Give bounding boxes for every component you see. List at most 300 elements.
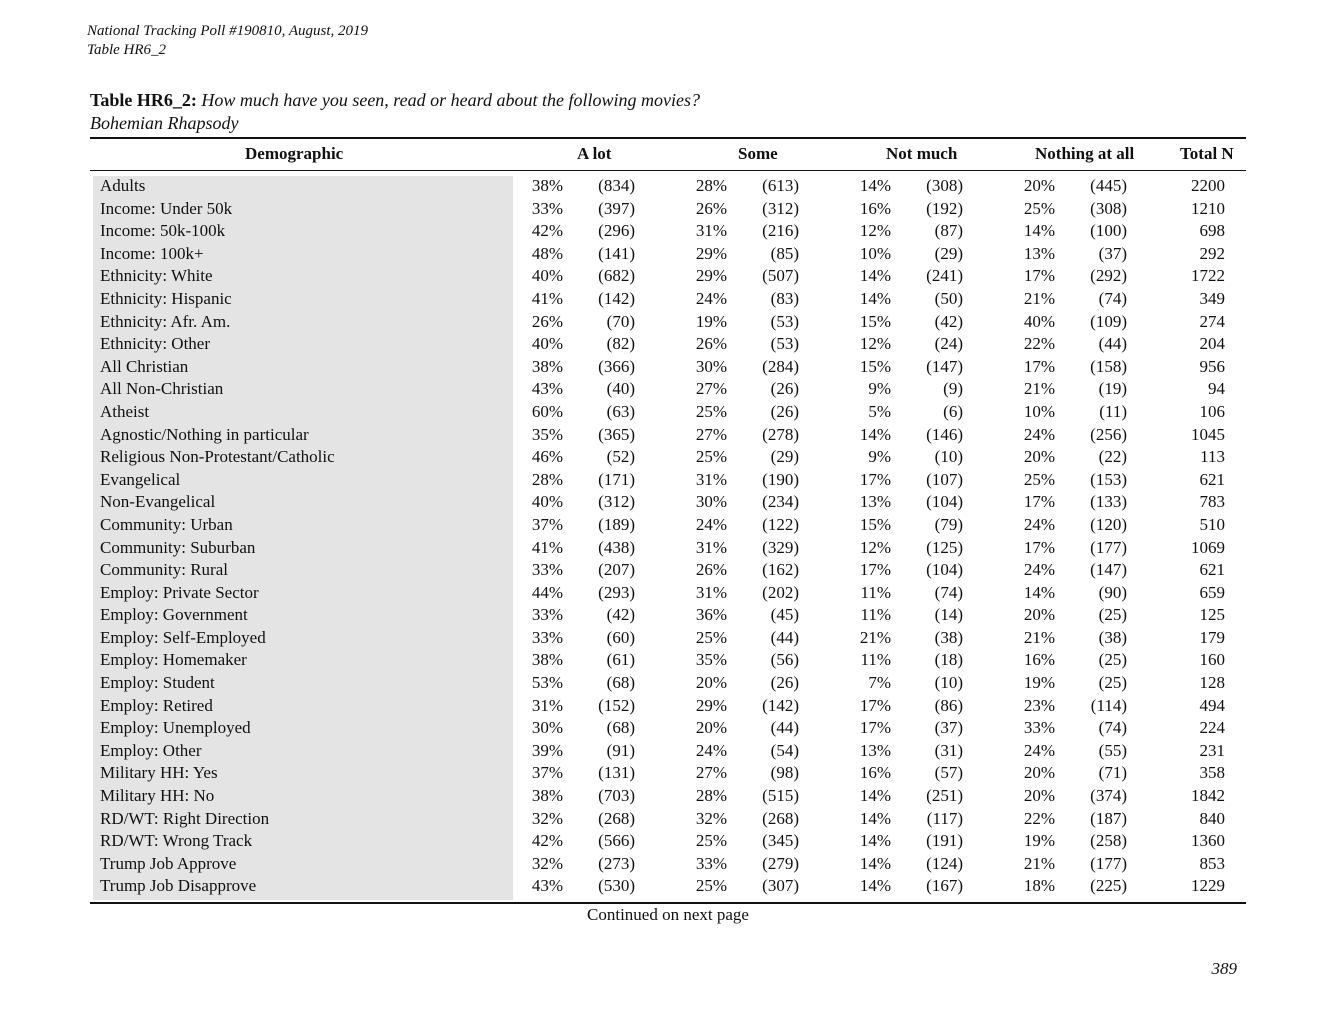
nothing-percent: 20% <box>1023 605 1055 625</box>
total-n: 2200 <box>1191 176 1225 195</box>
a-lot-percent: 33% <box>531 198 563 218</box>
total-n: 224 <box>1199 718 1225 738</box>
table-row <box>0 446 1320 469</box>
not-much-count: (10) <box>934 673 963 693</box>
row-label: Employ: Retired <box>100 695 213 715</box>
table-title <box>90 89 700 111</box>
table-row <box>0 875 1320 898</box>
a-lot-count: (171) <box>598 469 635 489</box>
some-count: (85) <box>770 243 799 263</box>
nothing-count: (74) <box>1098 718 1127 738</box>
row-label: Evangelical <box>100 469 181 489</box>
table-row <box>0 424 1320 447</box>
some-percent: 36% <box>695 605 727 625</box>
a-lot-count: (189) <box>598 514 635 534</box>
a-lot-count: (296) <box>598 221 635 241</box>
some-count: (44) <box>770 627 799 647</box>
some-percent: 30% <box>695 492 727 512</box>
total-n: 1045 <box>1191 424 1225 444</box>
table-row <box>0 514 1320 537</box>
not-much-percent: 15% <box>859 356 891 376</box>
row-label: Agnostic/Nothing in particular <box>100 424 309 444</box>
some-percent: 24% <box>695 740 727 760</box>
a-lot-count: (703) <box>598 786 635 806</box>
nothing-count: (74) <box>1098 288 1127 308</box>
row-label: Community: Urban <box>100 514 233 534</box>
total-n: 113 <box>1200 447 1225 467</box>
total-n: 853 <box>1199 853 1225 873</box>
not-much-count: (124) <box>926 853 963 873</box>
nothing-percent: 16% <box>1023 650 1055 670</box>
not-much-percent: 14% <box>859 831 891 851</box>
some-percent: 31% <box>695 582 727 602</box>
a-lot-percent: 48% <box>531 243 563 263</box>
not-much-percent: 14% <box>859 176 891 195</box>
not-much-percent: 14% <box>859 853 891 873</box>
not-much-percent: 9% <box>868 447 891 467</box>
some-count: (162) <box>762 560 799 580</box>
nothing-count: (109) <box>1090 311 1127 331</box>
nothing-percent: 13% <box>1023 243 1055 263</box>
table-row <box>0 198 1320 221</box>
nothing-count: (55) <box>1098 740 1127 760</box>
nothing-count: (292) <box>1090 266 1127 286</box>
not-much-count: (104) <box>926 560 963 580</box>
a-lot-count: (52) <box>606 447 635 467</box>
a-lot-count: (834) <box>598 176 635 195</box>
not-much-percent: 7% <box>868 673 891 693</box>
column-header-demographic: Demographic <box>245 144 344 163</box>
nothing-count: (25) <box>1098 673 1127 693</box>
nothing-percent: 24% <box>1023 560 1055 580</box>
some-count: (53) <box>770 311 799 331</box>
a-lot-percent: 32% <box>531 808 563 828</box>
total-n: 1722 <box>1191 266 1225 286</box>
total-n: 1069 <box>1191 537 1225 557</box>
some-percent: 27% <box>695 763 727 783</box>
table-row <box>0 220 1320 243</box>
not-much-percent: 14% <box>859 786 891 806</box>
some-percent: 29% <box>695 266 727 286</box>
not-much-count: (74) <box>934 582 963 602</box>
some-percent: 25% <box>695 401 727 421</box>
nothing-percent: 24% <box>1023 740 1055 760</box>
some-count: (268) <box>762 808 799 828</box>
not-much-percent: 16% <box>859 763 891 783</box>
not-much-count: (104) <box>926 492 963 512</box>
some-count: (26) <box>770 401 799 421</box>
table-row <box>0 830 1320 853</box>
table-row <box>0 604 1320 627</box>
some-count: (329) <box>762 537 799 557</box>
a-lot-percent: 38% <box>531 356 563 376</box>
not-much-count: (107) <box>926 469 963 489</box>
some-percent: 25% <box>695 627 727 647</box>
a-lot-count: (60) <box>606 627 635 647</box>
a-lot-percent: 43% <box>531 379 563 399</box>
table-row <box>0 785 1320 808</box>
nothing-count: (25) <box>1098 605 1127 625</box>
row-label: Employ: Government <box>100 605 248 625</box>
a-lot-count: (397) <box>598 198 635 218</box>
column-header-some: Some <box>738 144 778 163</box>
some-count: (26) <box>770 379 799 399</box>
total-n: 659 <box>1199 582 1225 602</box>
a-lot-percent: 40% <box>531 266 563 286</box>
not-much-percent: 13% <box>859 492 891 512</box>
not-much-count: (9) <box>943 379 963 399</box>
some-count: (56) <box>770 650 799 670</box>
table-row <box>0 288 1320 311</box>
a-lot-count: (682) <box>598 266 635 286</box>
nothing-count: (44) <box>1098 334 1127 354</box>
nothing-percent: 21% <box>1023 379 1055 399</box>
row-label: Trump Job Approve <box>100 853 237 873</box>
row-label: All Christian <box>100 356 189 376</box>
nothing-percent: 21% <box>1023 627 1055 647</box>
a-lot-count: (61) <box>606 650 635 670</box>
a-lot-count: (152) <box>598 695 635 715</box>
table-row <box>0 695 1320 718</box>
total-n: 94 <box>1208 379 1225 399</box>
not-much-percent: 5% <box>868 401 891 421</box>
nothing-count: (120) <box>1090 514 1127 534</box>
a-lot-count: (82) <box>606 334 635 354</box>
row-label: Military HH: No <box>100 786 215 806</box>
total-n: 204 <box>1199 334 1225 354</box>
a-lot-percent: 28% <box>531 469 563 489</box>
not-much-count: (192) <box>926 198 963 218</box>
row-label: Trump Job Disapprove <box>100 876 257 896</box>
row-label: Income: 50k-100k <box>100 221 226 241</box>
not-much-count: (10) <box>934 447 963 467</box>
row-label: Community: Rural <box>100 560 228 580</box>
a-lot-percent: 30% <box>531 718 563 738</box>
some-percent: 20% <box>695 673 727 693</box>
some-percent: 30% <box>695 356 727 376</box>
table-row <box>0 378 1320 401</box>
a-lot-count: (70) <box>606 311 635 331</box>
some-count: (307) <box>762 876 799 896</box>
not-much-percent: 13% <box>859 740 891 760</box>
some-count: (53) <box>770 334 799 354</box>
not-much-count: (167) <box>926 876 963 896</box>
some-percent: 24% <box>695 288 727 308</box>
nothing-count: (71) <box>1098 763 1127 783</box>
a-lot-count: (566) <box>598 831 635 851</box>
table-id-header: Table HR6_2 <box>87 42 167 58</box>
total-n: 494 <box>1199 695 1225 715</box>
nothing-count: (177) <box>1090 853 1127 873</box>
nothing-count: (308) <box>1090 198 1127 218</box>
a-lot-percent: 42% <box>531 831 563 851</box>
nothing-percent: 10% <box>1023 401 1055 421</box>
a-lot-percent: 33% <box>531 627 563 647</box>
not-much-count: (14) <box>934 605 963 625</box>
total-n: 621 <box>1199 469 1225 489</box>
nothing-percent: 19% <box>1023 673 1055 693</box>
not-much-count: (191) <box>926 831 963 851</box>
nothing-percent: 40% <box>1023 311 1055 331</box>
table-row <box>0 672 1320 695</box>
page-number: 389 <box>1211 959 1237 978</box>
table-row <box>0 333 1320 356</box>
row-label: Ethnicity: Afr. Am. <box>100 311 231 331</box>
some-count: (44) <box>770 718 799 738</box>
row-label: Military HH: Yes <box>100 763 218 783</box>
some-percent: 19% <box>695 311 727 331</box>
row-label: All Non-Christian <box>100 379 224 399</box>
nothing-percent: 33% <box>1023 718 1055 738</box>
a-lot-percent: 37% <box>531 514 563 534</box>
some-percent: 29% <box>695 243 727 263</box>
nothing-percent: 17% <box>1023 356 1055 376</box>
a-lot-count: (68) <box>606 673 635 693</box>
some-count: (45) <box>770 605 799 625</box>
some-percent: 28% <box>695 176 727 195</box>
some-count: (26) <box>770 673 799 693</box>
not-much-percent: 11% <box>860 582 891 602</box>
some-percent: 20% <box>695 718 727 738</box>
not-much-percent: 12% <box>859 537 891 557</box>
a-lot-percent: 42% <box>531 221 563 241</box>
a-lot-percent: 40% <box>531 492 563 512</box>
not-much-percent: 11% <box>860 605 891 625</box>
some-count: (345) <box>762 831 799 851</box>
a-lot-count: (42) <box>606 605 635 625</box>
row-label: Income: 100k+ <box>100 243 204 263</box>
not-much-percent: 15% <box>859 311 891 331</box>
table-row <box>0 649 1320 672</box>
a-lot-percent: 38% <box>531 786 563 806</box>
row-label: Ethnicity: Hispanic <box>100 288 232 308</box>
some-percent: 28% <box>695 786 727 806</box>
nothing-percent: 24% <box>1023 424 1055 444</box>
nothing-percent: 14% <box>1023 221 1055 241</box>
nothing-count: (19) <box>1098 379 1127 399</box>
not-much-percent: 15% <box>859 514 891 534</box>
nothing-count: (22) <box>1098 447 1127 467</box>
nothing-percent: 14% <box>1023 582 1055 602</box>
nothing-count: (374) <box>1090 786 1127 806</box>
row-label: Employ: Other <box>100 740 202 760</box>
nothing-percent: 21% <box>1023 853 1055 873</box>
nothing-count: (100) <box>1090 221 1127 241</box>
not-much-percent: 14% <box>859 808 891 828</box>
nothing-count: (38) <box>1098 627 1127 647</box>
not-much-count: (241) <box>926 266 963 286</box>
table-bottom-rule <box>90 902 1246 904</box>
not-much-percent: 12% <box>859 334 891 354</box>
not-much-percent: 14% <box>859 288 891 308</box>
total-n: 231 <box>1199 740 1225 760</box>
poll-header: National Tracking Poll #190810, August, 2019 <box>87 23 368 39</box>
row-label: Employ: Homemaker <box>100 650 247 670</box>
a-lot-count: (438) <box>598 537 635 557</box>
nothing-count: (177) <box>1090 537 1127 557</box>
nothing-count: (37) <box>1098 243 1127 263</box>
some-percent: 26% <box>695 334 727 354</box>
nothing-percent: 25% <box>1023 469 1055 489</box>
row-label: RD/WT: Wrong Track <box>100 831 253 851</box>
total-n: 125 <box>1199 605 1225 625</box>
a-lot-percent: 33% <box>531 605 563 625</box>
a-lot-percent: 38% <box>531 650 563 670</box>
a-lot-percent: 44% <box>531 582 563 602</box>
some-percent: 35% <box>695 650 727 670</box>
total-n: 956 <box>1199 356 1225 376</box>
a-lot-percent: 33% <box>531 560 563 580</box>
column-header-a-lot: A lot <box>577 144 612 163</box>
a-lot-percent: 41% <box>531 288 563 308</box>
total-n: 349 <box>1199 288 1225 308</box>
not-much-percent: 21% <box>859 627 891 647</box>
some-count: (98) <box>770 763 799 783</box>
table-subtitle: Bohemian Rhapsody <box>90 113 239 133</box>
some-count: (122) <box>762 514 799 534</box>
column-header-not-much: Not much <box>886 144 958 163</box>
not-much-count: (37) <box>934 718 963 738</box>
nothing-percent: 20% <box>1023 447 1055 467</box>
column-header-total-n: Total N <box>1180 144 1234 163</box>
table-row <box>0 356 1320 379</box>
not-much-percent: 16% <box>859 198 891 218</box>
a-lot-count: (312) <box>598 492 635 512</box>
nothing-percent: 18% <box>1023 876 1055 896</box>
total-n: 106 <box>1199 401 1225 421</box>
total-n: 179 <box>1199 627 1225 647</box>
not-much-percent: 11% <box>860 650 891 670</box>
table-row <box>0 243 1320 266</box>
nothing-percent: 25% <box>1023 198 1055 218</box>
row-label: Religious Non-Protestant/Catholic <box>100 447 335 467</box>
not-much-percent: 17% <box>859 469 891 489</box>
row-label: Employ: Private Sector <box>100 582 259 602</box>
total-n: 358 <box>1199 763 1225 783</box>
some-count: (613) <box>762 176 799 195</box>
some-count: (278) <box>762 424 799 444</box>
not-much-count: (308) <box>926 176 963 195</box>
not-much-count: (87) <box>934 221 963 241</box>
table-header-rule <box>90 170 1246 171</box>
a-lot-count: (530) <box>598 876 635 896</box>
nothing-count: (133) <box>1090 492 1127 512</box>
total-n: 1210 <box>1191 198 1225 218</box>
a-lot-percent: 38% <box>531 176 563 195</box>
nothing-count: (258) <box>1090 831 1127 851</box>
table-row <box>0 401 1320 424</box>
total-n: 840 <box>1199 808 1225 828</box>
some-percent: 31% <box>695 469 727 489</box>
a-lot-percent: 31% <box>531 695 563 715</box>
not-much-percent: 14% <box>859 266 891 286</box>
some-percent: 31% <box>695 221 727 241</box>
a-lot-count: (293) <box>598 582 635 602</box>
a-lot-count: (365) <box>598 424 635 444</box>
table-row <box>0 627 1320 650</box>
not-much-percent: 14% <box>859 876 891 896</box>
nothing-count: (256) <box>1090 424 1127 444</box>
nothing-count: (25) <box>1098 650 1127 670</box>
some-percent: 29% <box>695 695 727 715</box>
not-much-count: (146) <box>926 424 963 444</box>
a-lot-count: (40) <box>606 379 635 399</box>
not-much-percent: 17% <box>859 560 891 580</box>
table-row <box>0 311 1320 334</box>
a-lot-percent: 40% <box>531 334 563 354</box>
nothing-count: (153) <box>1090 469 1127 489</box>
a-lot-percent: 43% <box>531 876 563 896</box>
not-much-count: (50) <box>934 288 963 308</box>
not-much-percent: 10% <box>859 243 891 263</box>
some-count: (284) <box>762 356 799 376</box>
nothing-count: (445) <box>1090 176 1127 195</box>
some-count: (83) <box>770 288 799 308</box>
not-much-count: (57) <box>934 763 963 783</box>
not-much-count: (18) <box>934 650 963 670</box>
total-n: 510 <box>1199 514 1225 534</box>
a-lot-count: (63) <box>606 401 635 421</box>
total-n: 783 <box>1199 492 1225 512</box>
some-percent: 25% <box>695 876 727 896</box>
a-lot-percent: 53% <box>531 673 563 693</box>
a-lot-count: (141) <box>598 243 635 263</box>
total-n: 128 <box>1199 673 1225 693</box>
a-lot-count: (131) <box>598 763 635 783</box>
not-much-percent: 9% <box>868 379 891 399</box>
total-n: 274 <box>1199 311 1225 331</box>
nothing-percent: 19% <box>1023 831 1055 851</box>
a-lot-percent: 60% <box>531 401 563 421</box>
some-count: (190) <box>762 469 799 489</box>
a-lot-count: (366) <box>598 356 635 376</box>
a-lot-count: (268) <box>598 808 635 828</box>
not-much-percent: 17% <box>859 695 891 715</box>
a-lot-count: (68) <box>606 718 635 738</box>
some-percent: 26% <box>695 198 727 218</box>
some-percent: 32% <box>695 808 727 828</box>
a-lot-percent: 32% <box>531 853 563 873</box>
nothing-percent: 22% <box>1023 334 1055 354</box>
total-n: 698 <box>1199 221 1225 241</box>
nothing-count: (90) <box>1098 582 1127 602</box>
nothing-count: (147) <box>1090 560 1127 580</box>
some-percent: 31% <box>695 537 727 557</box>
some-count: (202) <box>762 582 799 602</box>
not-much-percent: 14% <box>859 424 891 444</box>
a-lot-count: (207) <box>598 560 635 580</box>
table-row <box>0 491 1320 514</box>
a-lot-percent: 46% <box>531 447 563 467</box>
nothing-count: (158) <box>1090 356 1127 376</box>
table-row <box>0 853 1320 876</box>
table-row <box>0 808 1320 831</box>
nothing-percent: 17% <box>1023 537 1055 557</box>
row-label: Ethnicity: White <box>100 266 213 286</box>
table-question: How much have you seen, read or heard about the following movies? <box>201 90 700 110</box>
table-row <box>0 175 1320 198</box>
total-n: 621 <box>1199 560 1225 580</box>
some-count: (234) <box>762 492 799 512</box>
nothing-count: (11) <box>1099 401 1127 421</box>
row-label: RD/WT: Right Direction <box>100 808 270 828</box>
row-label: Employ: Unemployed <box>100 718 251 738</box>
a-lot-percent: 41% <box>531 537 563 557</box>
a-lot-count: (273) <box>598 853 635 873</box>
not-much-count: (147) <box>926 356 963 376</box>
not-much-count: (38) <box>934 627 963 647</box>
table-top-rule <box>90 137 1246 139</box>
